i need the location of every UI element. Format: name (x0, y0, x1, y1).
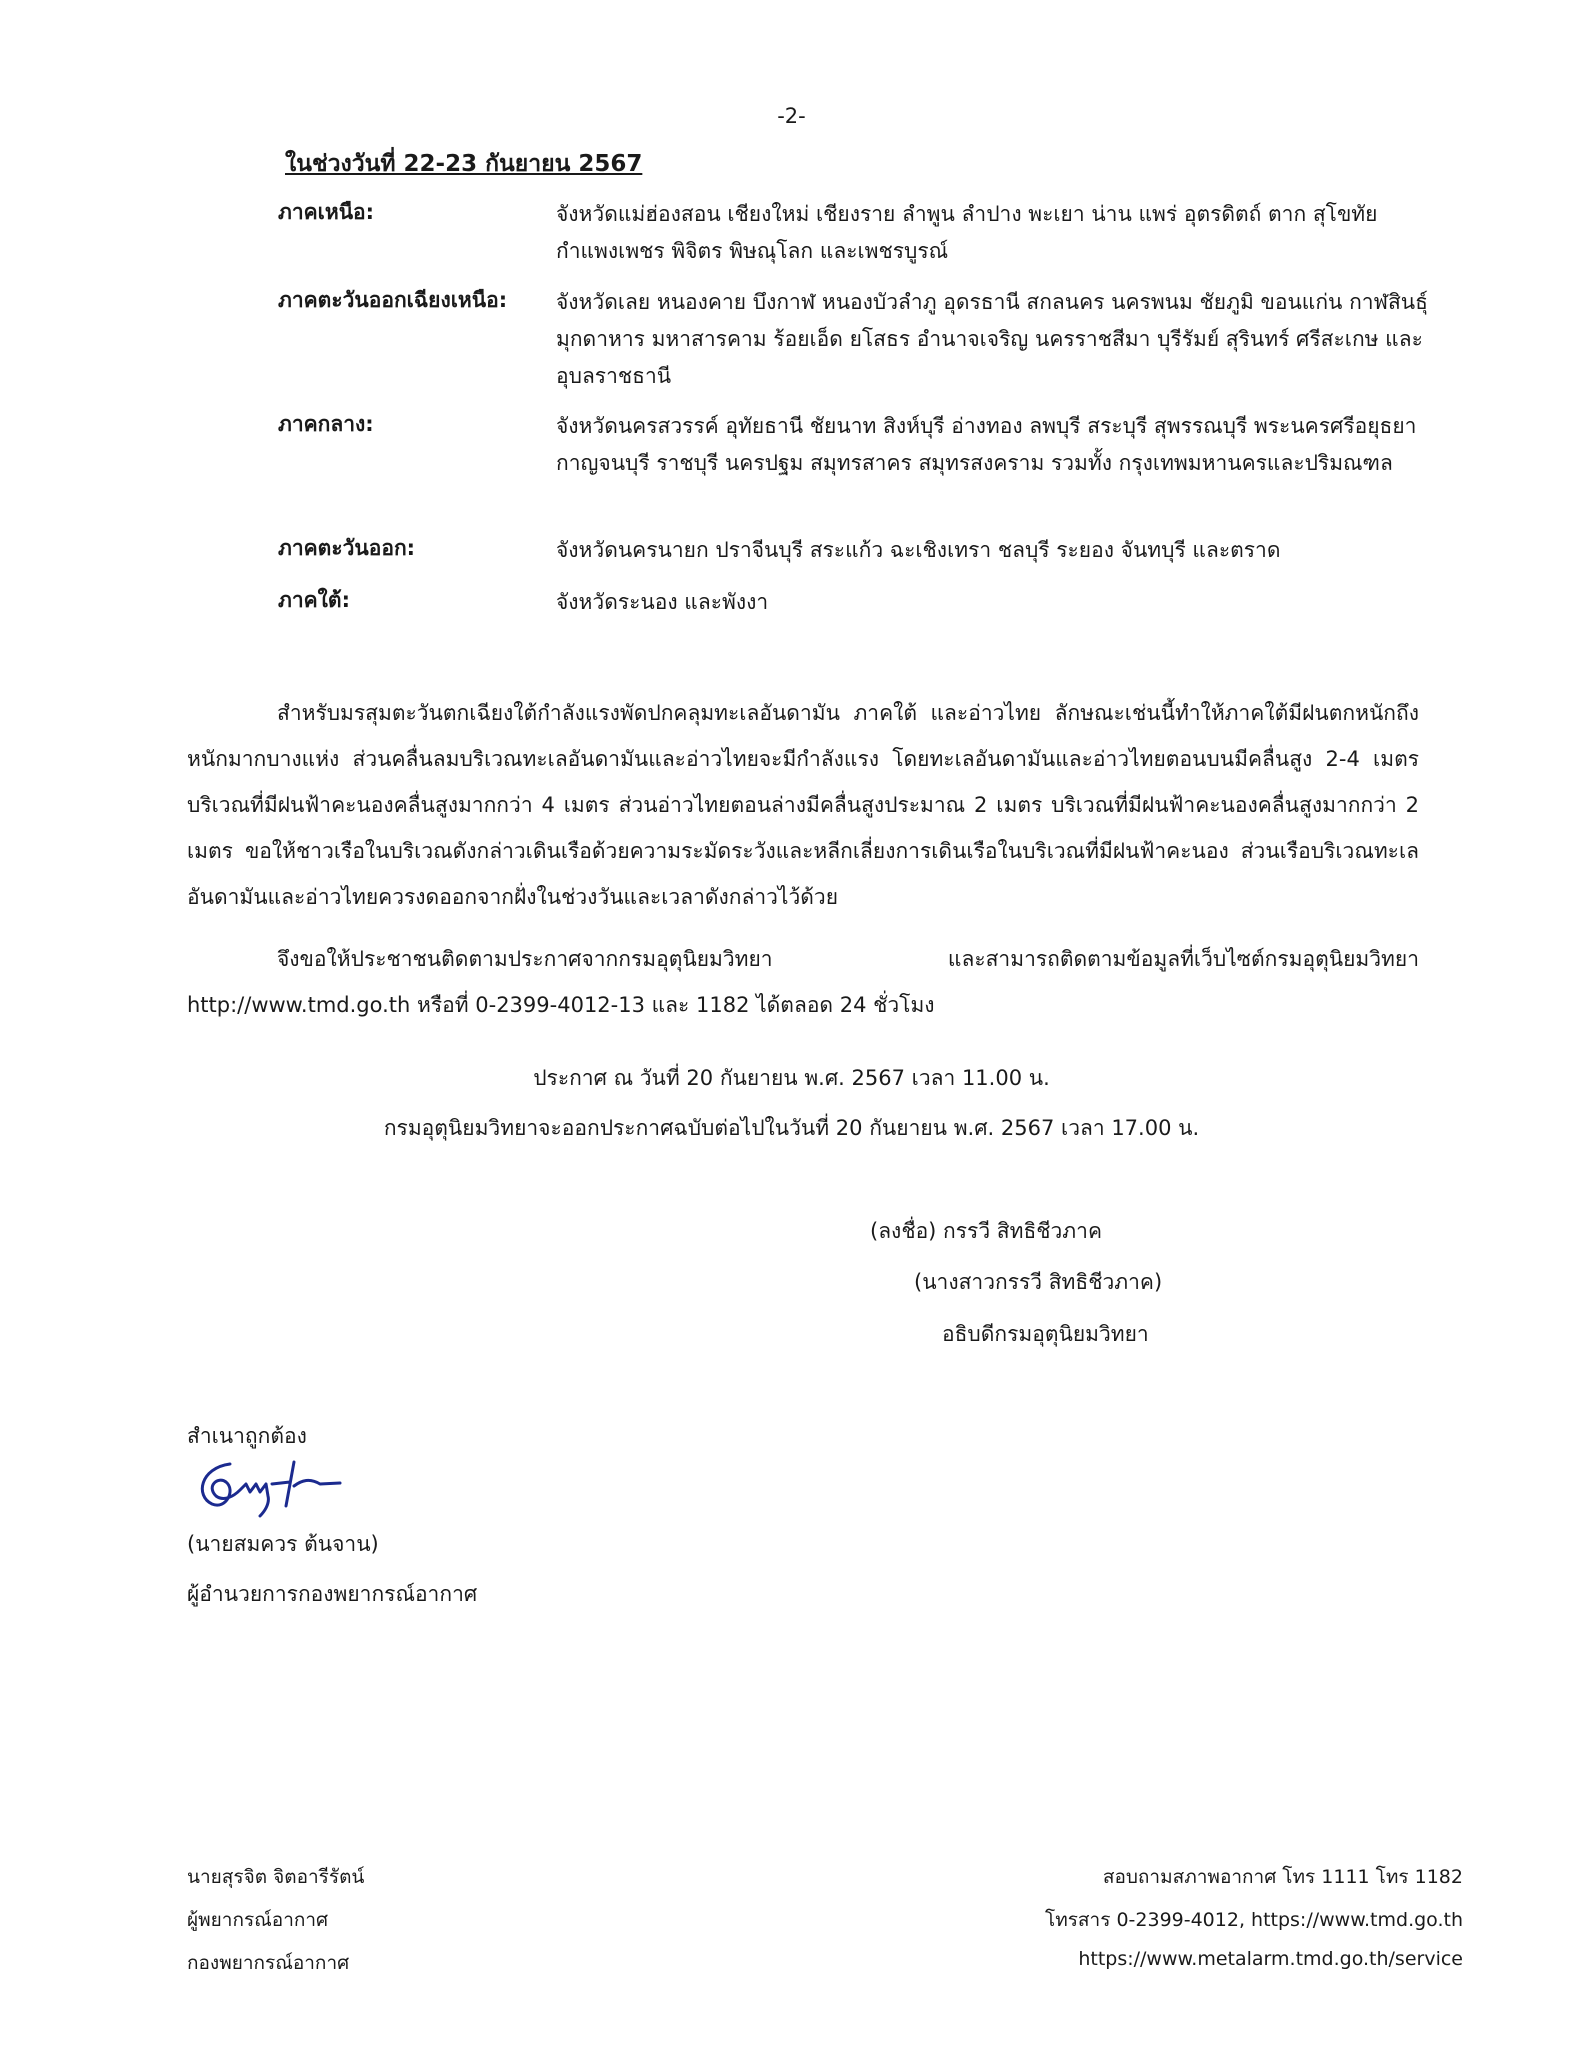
page-number: -2- (777, 104, 806, 128)
region-name: ภาคกลาง: (278, 412, 374, 436)
body-paragraph-1: สำหรับมรสุมตะวันตกเฉียงใต้กำลังแรงพัดปกคลุมทะเลอันดามัน ภาคใต้ และอ่าวไทย ลักษณะเช่นนี้ทำให้ภาคใต้มีฝนตกหนักถึงหนักมากบางแห่ง ส่วนคลื่นลมบริเวณทะเลอันดามันและอ่าวไทยจะมีกำลังแรง โดยทะเลอันดามันและอ่าวไทยตอนบนมีคลื่นสูง 2-4 เมตร บริเวณที่มีฝนฟ้าคะนองคลื่นสูงมากกว่า 4 เมตร ส่วนอ่าวไทยตอนล่างมีคลื่นสูงประมาณ 2 เมตร บริเวณที่มีฝนฟ้าคะนองคลื่นสูงมากกว่า 2 เมตร ขอให้ชาวเรือในบริเวณดังกล่าวเดินเรือด้วยความระมัดระวังและหลีกเลี่ยงการเดินเรือในบริเวณที่มีฝนฟ้าคะนอง ส่วนเรือบริเวณทะเลอันดามันและอ่าวไทยควรงดออกจากฝั่งในช่วงวันและเวลาดังกล่าวไว้ด้วย (187, 701, 1419, 909)
forecaster-name: นายสุรจิต จิตอารีรัตน์ (187, 1866, 365, 1888)
region-name: ภาคเหนือ: (278, 200, 375, 224)
section-heading: ในช่วงวันที่ 22-23 กันยายน 2567 (285, 151, 643, 177)
region-name: ภาคตะวันออก: (278, 536, 416, 560)
body-paragraph-2: จึงขอให้ประชาชนติดตามประกาศจากกรมอุตุนิยมวิทยา และสามารถติดตามข้อมูลที่เว็บไซต์กรมอุตุนิยมวิทยา http://www.tmd.go.th หรือที่ 0-2399-4012-13 และ 1182 ได้ตลอด 24 ชั่วโมง (187, 947, 1419, 1017)
signer-position: อธิบดีกรมอุตุนิยมวิทยา (942, 1322, 1149, 1346)
region-name: ภาคใต้: (278, 588, 350, 612)
next-issue-notice: กรมอุตุนิยมวิทยาจะออกประกาศฉบับต่อไปในวันที่ 20 กันยายน พ.ศ. 2567 เวลา 17.00 น. (383, 1116, 1200, 1140)
announcement-date: ประกาศ ณ วันที่ 20 กันยายน พ.ศ. 2567 เวลา 11.00 น. (533, 1066, 1050, 1090)
region-provinces: จังหวัดนครสวรรค์ อุทัยธานี ชัยนาท สิงห์บุรี อ่างทอง ลพบุรี สระบุรี สุพรรณบุรี พระนครศรีอยุธยา กาญจนบุรี ราชบุรี นครปฐม สมุทรสาคร สมุทรสงคราม รวมทั้ง กรุงเทพมหานครและปริมณฑล (556, 414, 1417, 475)
handwritten-signature (190, 1456, 350, 1522)
region-name: ภาคตะวันออกเฉียงเหนือ: (278, 288, 508, 312)
signed-by: (ลงชื่อ) กรรวี สิทธิชีวภาค (870, 1219, 1102, 1243)
region-provinces: จังหวัดแม่ฮ่องสอน เชียงใหม่ เชียงราย ลำพูน ลำปาง พะเยา น่าน แพร่ อุตรดิตถ์ ตาก สุโขทัย กำแพงเพชร พิจิตร พิษณุโลก และเพชรบูรณ์ (556, 202, 1378, 263)
contact-fax: โทรสาร 0-2399-4012, https://www.tmd.go.th (1045, 1909, 1463, 1931)
signer-full-name: (นางสาวกรรวี สิทธิชีวภาค) (914, 1270, 1163, 1294)
region-provinces: จังหวัดนครนายก ปราจีนบุรี สระแก้ว ฉะเชิงเทรา ชลบุรี ระยอง จันทบุรี และตราด (556, 538, 1281, 562)
contact-phone: สอบถามสภาพอากาศ โทร 1111 โทร 1182 (1102, 1866, 1463, 1888)
certified-copy-label: สำเนาถูกต้อง (187, 1424, 307, 1448)
forecaster-title: ผู้พยากรณ์อากาศ (187, 1909, 329, 1931)
certifier-name: (นายสมควร ต้นจาน) (187, 1532, 379, 1556)
region-provinces: จังหวัดเลย หนองคาย บึงกาฬ หนองบัวลำภู อุดรธานี สกลนคร นครพนม ชัยภูมิ ขอนแก่น กาฬสินธุ์ มุกดาหาร มหาสารคาม ร้อยเอ็ด ยโสธร อำนาจเจริญ นครราชสีมา บุรีรัมย์ สุรินทร์ ศรีสะเกษ และอุบลราชธานี (556, 290, 1428, 388)
forecaster-division: กองพยากรณ์อากาศ (187, 1952, 350, 1974)
region-provinces: จังหวัดระนอง และพังงา (556, 590, 769, 614)
contact-service-url: https://www.metalarm.tmd.go.th/service (1078, 1948, 1463, 1970)
certifier-position: ผู้อำนวยการกองพยากรณ์อากาศ (187, 1582, 478, 1606)
